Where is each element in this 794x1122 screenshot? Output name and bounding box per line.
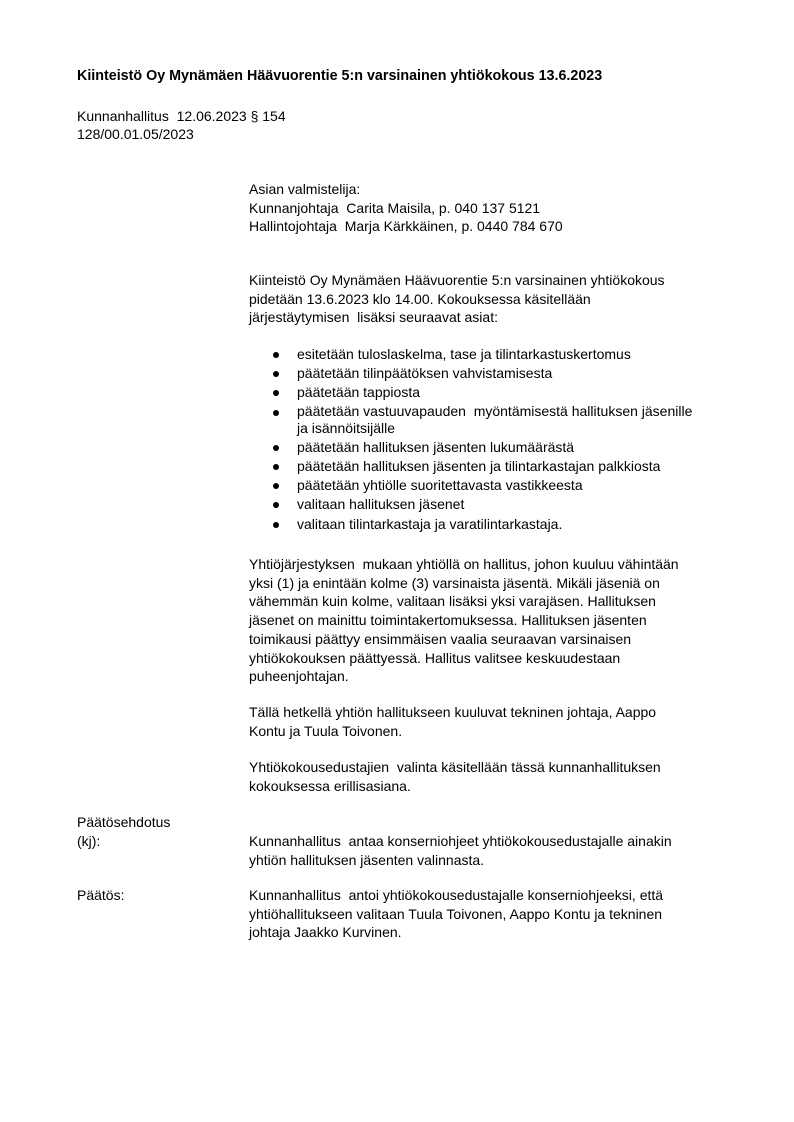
preparer-2: Hallintojohtaja Marja Kärkkäinen, p. 0440 784 670 [249, 218, 563, 235]
agenda-item: päätetään hallituksen jäsenten ja tilintarkastajan palkkiosta [270, 457, 740, 476]
paragraph-line: yhtiön hallituksen jäsenten valinnasta. [249, 851, 485, 868]
preparer-1: Kunnanjohtaja Carita Maisila, p. 040 137 5121 [249, 199, 541, 216]
representatives-paragraph [249, 758, 739, 795]
meeting-reference [77, 107, 286, 143]
meeting-date-section: Kunnanhallitus 12.06.2023 § 154 [77, 108, 286, 124]
paragraph-line: Tällä hetkellä yhtiön hallitukseen kuuluvat tekninen johtaja, Aappo [249, 704, 657, 720]
board-paragraph [249, 555, 739, 686]
paragraph-line: Yhtiökokousedustajien valinta käsitellään tässä kunnanhallituksen [249, 759, 661, 775]
intro-line: Kiinteistö Oy Mynämäen Häävuorentie 5:n varsinainen yhtiökokous [249, 272, 665, 288]
proposal-label-line: (kj): [77, 832, 101, 849]
case-number: 128/00.01.05/2023 [77, 126, 194, 142]
current-board-paragraph [249, 703, 739, 740]
proposal-text [249, 832, 739, 869]
proposal-label-line: Päätösehdotus [77, 814, 171, 830]
agenda-list [270, 345, 740, 534]
agenda-item: päätetään tilinpäätöksen vahvistamisesta [270, 364, 740, 383]
paragraph-line: jäsenet on mainittu toimintakertomuksessa. Hallituksen jäsenten [249, 612, 647, 629]
bullet-icon [273, 371, 279, 377]
bullet-icon [273, 445, 279, 451]
paragraph-line: johtaja Jaakko Kurvinen. [249, 924, 402, 941]
intro-line: järjestäytymisen lisäksi seuraavat asiat: [249, 309, 498, 326]
preparer-heading: Asian valmistelija: [249, 181, 361, 197]
paragraph-line: Yhtiöjärjestyksen mukaan yhtiöllä on hallitus, johon kuuluu vähintään [249, 556, 679, 572]
paragraph-line: vähemmän kuin kolme, valitaan lisäksi yksi varajäsen. Hallituksen [249, 593, 656, 610]
paragraph-line: Kontu ja Tuula Toivonen. [249, 722, 403, 739]
paragraph-line: Kunnanhallitus antoi yhtiökokousedustajalle konserniohjeeksi, että [249, 887, 664, 903]
paragraph-line: puheenjohtajan. [249, 668, 349, 685]
agenda-item: päätetään tappiosta [270, 383, 740, 402]
intro-paragraph [249, 271, 739, 327]
document-title: Kiinteistö Oy Mynämäen Häävuorentie 5:n varsinainen yhtiökokous 13.6.2023 [77, 68, 603, 84]
agenda-item: päätetään yhtiölle suoritettavasta vastikkeesta [270, 476, 740, 495]
decision-label: Päätös: [77, 887, 125, 903]
paragraph-line: toimikausi päättyy ensimmäisen vaalia seuraavan varsinaisen [249, 630, 632, 647]
agenda-item: päätetään vastuuvapauden myöntämisestä hallituksen jäsenille ja isännöitsijälle [270, 403, 740, 438]
agenda-item: valitaan tilintarkastaja ja varatilintarkastaja. [270, 515, 740, 534]
paragraph-line: kokouksessa erillisasiana. [249, 777, 411, 794]
bullet-icon [273, 410, 279, 416]
bullet-icon [273, 464, 279, 470]
bullet-icon [273, 502, 279, 508]
bullet-icon [273, 522, 279, 528]
agenda-item: esitetään tuloslaskelma, tase ja tilintarkastuskertomus [270, 345, 740, 364]
paragraph-line: Kunnanhallitus antaa konserniohjeet yhtiökokousedustajalle ainakin [249, 833, 672, 849]
paragraph-line: yksi (1) ja enintään kolme (3) varsinaista jäsentä. Mikäli jäseniä on [249, 574, 660, 591]
preparer-block [249, 180, 739, 236]
agenda-item: päätetään hallituksen jäsenten lukumäärästä [270, 438, 740, 457]
bullet-icon [273, 483, 279, 489]
paragraph-line: yhtiöhallitukseen valitaan Tuula Toivonen, Aappo Kontu ja tekninen [249, 905, 663, 922]
proposal-label [77, 813, 170, 850]
agenda-item: valitaan hallituksen jäsenet [270, 495, 740, 514]
intro-line: pidetään 13.6.2023 klo 14.00. Kokouksessa käsitellään [249, 290, 591, 307]
decision-text [249, 886, 739, 942]
bullet-icon [273, 390, 279, 396]
paragraph-line: yhtiökokouksen päättyessä. Hallitus valitsee keskuudestaan [249, 649, 621, 666]
bullet-icon [273, 352, 279, 358]
